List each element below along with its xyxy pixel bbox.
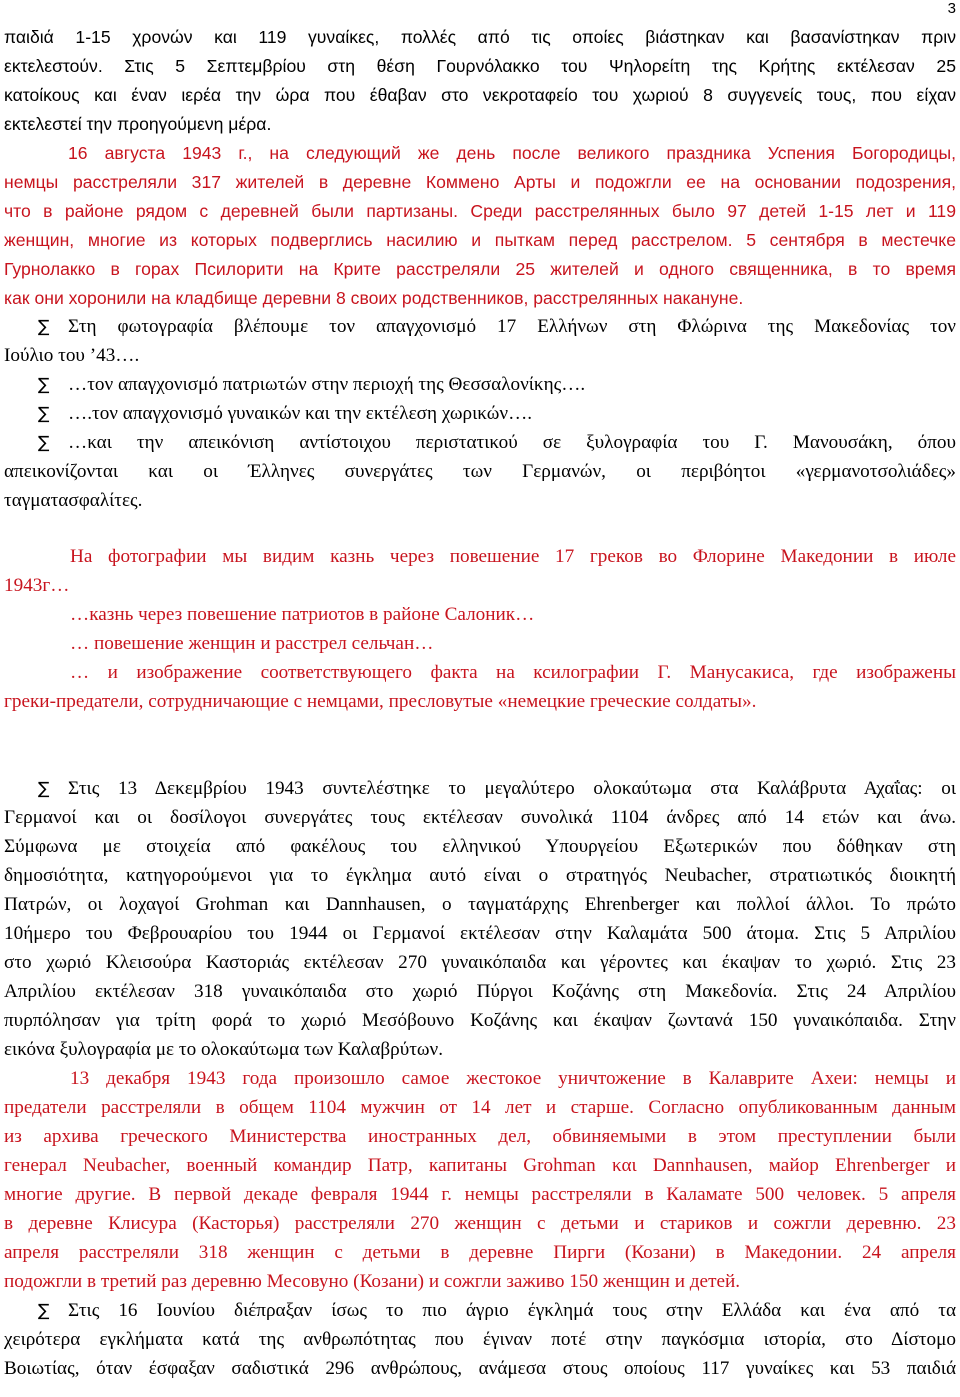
text-line xyxy=(4,659,956,687)
line-text: ….τον απαγχονισμό γυναικών και την εκτέλεση χωρικών…. xyxy=(68,403,533,424)
line-text: 13 декабря 1943 года произошло самое жестокое уничтожение в Калаврите Ахеи: немцы и xyxy=(70,1068,956,1089)
line-text: Βοιωτίας, όταν έσφαξαν σαδιστικά 296 ανθρώπους, ανάμεσα στους οποίους 117 γυναίκες και 53 παιδιά xyxy=(4,1358,956,1379)
sigma-bullet-icon: ∑ xyxy=(38,404,50,424)
text-line xyxy=(4,1123,956,1151)
text-line xyxy=(4,23,956,51)
line-text: παιδιά 1-15 χρονών και 119 γυναίκες, πολλές από τις οποίες βιάστηκαν και βασανίστηκαν πριν xyxy=(4,27,956,47)
text-line xyxy=(4,1007,956,1035)
line-text: многие другие. В первой декаде февраля 1944 г. немцы расстреляли в Каламате 500 человек. 5 апреля xyxy=(4,1184,956,1205)
line-text: Στις 16 Ιουνίου διέπραξαν ίσως το πιο άγριο έγκλημά τους στην Ελλάδα και ένα από τα xyxy=(68,1300,956,1321)
text-line xyxy=(4,1326,956,1354)
text-line xyxy=(4,168,956,196)
text-line xyxy=(4,226,956,254)
text-line xyxy=(4,371,956,399)
text-line xyxy=(4,630,956,658)
text-line xyxy=(4,891,956,919)
line-text: Στη φωτογραφία βλέπουμε τον απαγχονισμό 17 Ελλήνων στη Φλώρινα της Μακεδονίας τον xyxy=(68,316,956,337)
text-line xyxy=(4,429,956,457)
line-text: 1943г… xyxy=(4,575,70,596)
text-line xyxy=(4,920,956,948)
line-text: немцы расстреляли 317 жителей в деревне Коммено Арты и подожгли ее на основании подозрения, xyxy=(4,172,956,192)
text-line xyxy=(4,458,956,486)
line-text: Πατρών, οι λοχαγοί Grohman και Dannhausen, ο ταγματάρχης Ehrenberger και πολλοί άλλοι. Το πρώτο xyxy=(4,894,956,915)
text-line xyxy=(4,487,956,515)
line-text: генерал Neubacher, военный командир Патр, капитаны Grohman και Dannhausen, майор Ehrenberger и xyxy=(4,1155,956,1176)
text-line xyxy=(4,775,956,803)
text-line xyxy=(4,1094,956,1122)
text-line xyxy=(4,1239,956,1267)
page-number: 3 xyxy=(947,0,956,17)
line-text: апреля расстреляли 318 женщин с детьми в деревне Пирги (Козани) в Македонии. 24 апреля xyxy=(4,1242,956,1263)
sigma-bullet-icon: ∑ xyxy=(38,433,50,453)
text-line xyxy=(4,139,956,167)
text-line xyxy=(4,342,956,370)
line-text: 16 августа 1943 г., на следующий же день после великого праздника Успения Богородицы, xyxy=(68,143,956,163)
line-text: … и изображение соответствующего факта на ксилографии Г. Манусакиса, где изображены xyxy=(70,662,956,683)
text-line xyxy=(4,110,956,138)
text-line xyxy=(4,1036,956,1064)
line-text: …τον απαγχονισμό πατριωτών στην περιοχή της Θεσσαλονίκης…. xyxy=(68,374,586,395)
line-text: δημοσιότητα, κατηγορούμενοι για το έγκλημα αυτό είναι ο στρατηγός Neubacher, στρατιωτικός διοικητή xyxy=(4,865,956,886)
text-line xyxy=(4,688,956,716)
line-text: … повешение женщин и расстрел сельчан… xyxy=(70,633,434,654)
line-text: Гурнолакко в горах Псилорити на Крите расстреляли 25 жителей и одного священника, в то время xyxy=(4,259,956,279)
text-line xyxy=(4,978,956,1006)
sigma-bullet-icon: ∑ xyxy=(38,317,50,337)
text-line xyxy=(4,1181,956,1209)
line-text: κατοίκους και έναν ιερέα την ώρα που έθαβαν στο νεκροταφείο του χωριού 8 συγγενείς τους, που είχαν xyxy=(4,85,956,105)
line-text: χειρότερα εγκλήματα κατά της ανθρωπότητας που έγιναν ποτέ στην παγκόσμια ιστορία, στο Δίστομο xyxy=(4,1329,956,1350)
text-line xyxy=(4,197,956,225)
text-line xyxy=(4,400,956,428)
text-line xyxy=(4,1065,956,1093)
text-line xyxy=(4,81,956,109)
text-line xyxy=(4,862,956,890)
text-line xyxy=(4,284,956,312)
line-text: στο χωριό Κλεισούρα Καστοριάς εκτέλεσαν 270 γυναικόπαιδα και γέροντες και έκαψαν το χωριό. Στις 23 xyxy=(4,952,956,973)
text-line xyxy=(4,52,956,80)
line-text: женщин, многие из которых подверглись насилию и пыткам перед расстрелом. 5 сентября в местечке xyxy=(4,230,956,250)
text-line xyxy=(4,1355,956,1383)
line-text: подожгли в третий раз деревню Месовуно (Козани) и сожгли заживо 150 женщин и детей. xyxy=(4,1271,741,1292)
text-line xyxy=(4,1152,956,1180)
sigma-bullet-icon: ∑ xyxy=(38,375,50,395)
text-line xyxy=(4,949,956,977)
line-text: Γερμανοί και οι δοσίλογοι συνεργάτες τους εκτέλεσαν συνολικά 1104 άνδρες από 14 ετών και άνω. xyxy=(4,807,956,828)
text-line xyxy=(4,255,956,283)
sigma-bullet-icon: ∑ xyxy=(38,1301,50,1321)
text-line xyxy=(4,1268,956,1296)
text-line xyxy=(4,804,956,832)
line-text: греки-предатели, сотрудничающие с немцами, пресловутые «немецкие греческие солдаты». xyxy=(4,691,757,712)
line-text: εκτελεστεί την προηγούμενη μέρα. xyxy=(4,114,272,134)
line-text: Σύμφωνα με στοιχεία από φακέλους του ελληνικού Υπουργείου Εξωτερικών που δόθηκαν στη xyxy=(4,836,956,857)
line-text: …και την απεικόνιση αντίστοιχου περιστατικού σε ξυλογραφία του Γ. Μανουσάκη, όπου xyxy=(68,432,956,453)
line-text: Στις 13 Δεκεμβρίου 1943 συντελέστηκε το μεγαλύτερο ολοκαύτωμα στα Καλάβρυτα Αχαΐας: οι xyxy=(68,778,956,799)
text-line xyxy=(4,313,956,341)
line-text: Απριλίου εκτέλεσαν 318 γυναικόπαιδα στο χωριό Πύργοι Κοζάνης στη Μακεδονία. Στις 24 Απριλίου xyxy=(4,981,956,1002)
text-line xyxy=(4,1210,956,1238)
text-line xyxy=(4,572,956,600)
sigma-bullet-icon: ∑ xyxy=(38,779,50,799)
line-text: απεικονίζονται και οι Έλληνες συνεργάτες των Γερμανών, οι περιβόητοι «γερμανοτσολιάδες» xyxy=(4,461,956,482)
text-line xyxy=(4,833,956,861)
line-text: На фотографии мы видим казнь через повешение 17 греков во Флорине Македонии в июле xyxy=(70,546,956,567)
text-line xyxy=(4,1297,956,1325)
line-text: εικόνα ξυλογραφία με το ολοκαύτωμα των Καλαβρύτων. xyxy=(4,1039,444,1060)
line-text: из архива греческого Министерства иностранных дел, обвиняемыми в этом преступлении были xyxy=(4,1126,956,1147)
line-text: πυρπόλησαν για τρίτη φορά το χωριό Μεσόβουνο Κοζάνης και έκαψαν ζωντανά 150 γυναικόπαιδα. Στην xyxy=(4,1010,956,1031)
line-text: Ιούλιο του ’43…. xyxy=(4,345,140,366)
line-text: что в районе рядом с деревней были партизаны. Среди расстрелянных было 97 детей 1-15 лет и 119 xyxy=(4,201,956,221)
line-text: в деревне Клисура (Касторья) расстреляли 270 женщин с детьми и стариков и сожгли деревню. 23 xyxy=(4,1213,956,1234)
line-text: предатели расстреляли в общем 1104 мужчин от 14 лет и старше. Согласно опубликованным данным xyxy=(4,1097,956,1118)
text-line xyxy=(4,543,956,571)
line-text: …казнь через повешение патриотов в районе Салоник… xyxy=(70,604,535,625)
line-text: 10ήμερο του Φεβρουαρίου του 1944 οι Γερμανοί εκτέλεσαν στην Καλαμάτα 500 άτομα. Στις 5 Απριλίου xyxy=(4,923,956,944)
line-text: εκτελεστούν. Στις 5 Σεπτεμβρίου στη θέση Γουρνόλακκο του Ψηλορείτη της Κρήτης εκτέλεσαν 25 xyxy=(4,56,956,76)
line-text: ταγματασφαλίτες. xyxy=(4,490,143,511)
line-text: как они хоронили на кладбище деревни 8 своих родственников, расстрелянных накануне. xyxy=(4,288,744,308)
text-line xyxy=(4,601,956,629)
